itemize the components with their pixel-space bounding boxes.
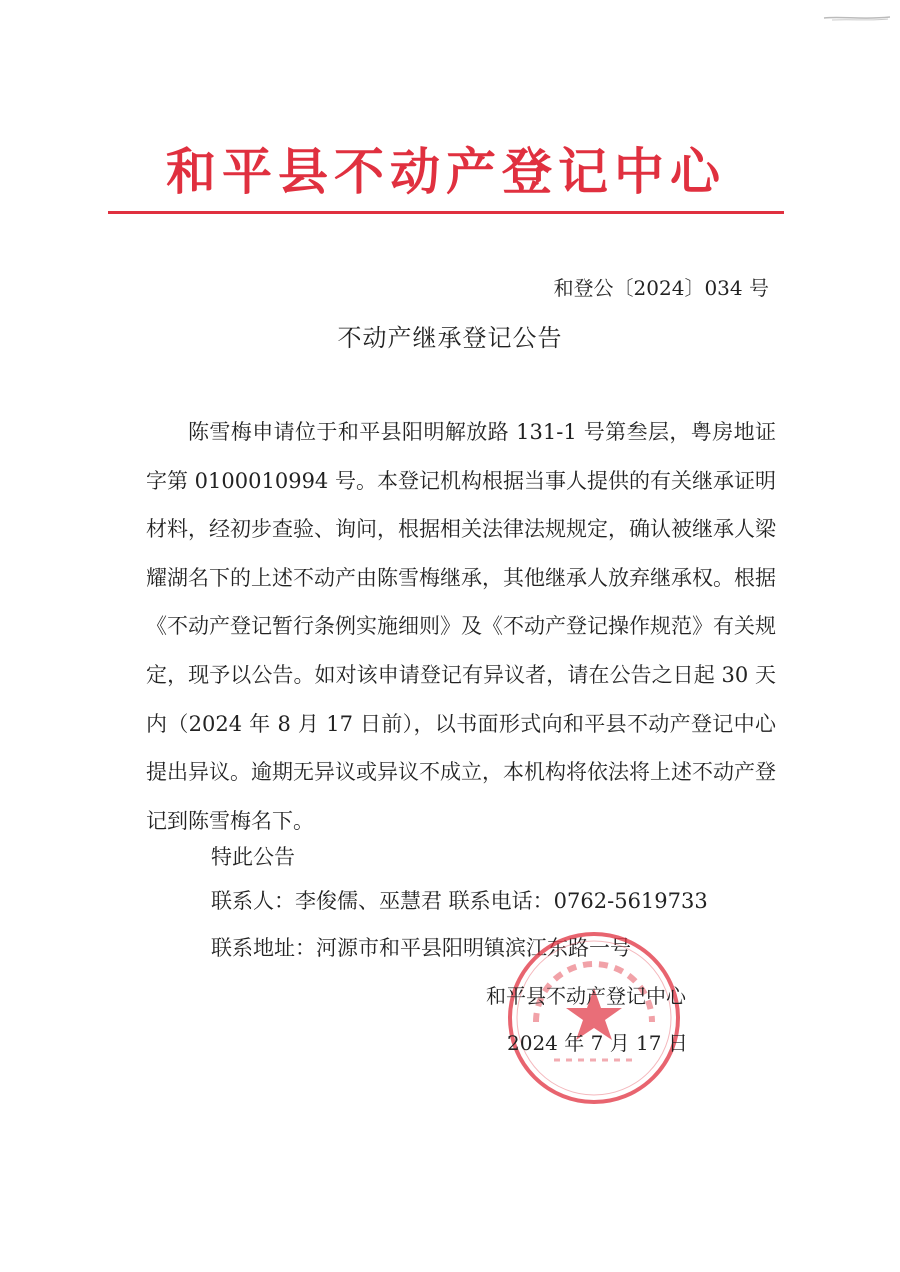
contact-address: 联系地址：河源市和平县阳明镇滨江东路一号: [211, 936, 631, 960]
announcement-body: 陈雪梅申请位于和平县阳明解放路 131-1 号第叁层，粤房地证字第 0100010994 号。本登记机构根据当事人提供的有关继承证明材料，经初步查验、询问，根据相关法律法规规定，确认被继承人梁耀湖名下的上述不动产由陈雪梅继承，其他继承人放弃继承权。根据《不动产登记暂行条例实施细则》及《不动产登记操作规范》有关规定，现予以公告。如对该申请登记有异议者，请在公告之日起 30 天内（2024 年 8 月 17 日前），以书面形式向和平县不动产登记中心提出异议。逾期无异议或异议不成立，本机构将依法将上述不动产登记到陈雪梅名下。: [146, 420, 776, 833]
scan-artifact: [822, 14, 892, 22]
contact-person: 联系人：李俊儒、巫慧君 联系电话：0762-5619733: [211, 889, 708, 913]
document-title: 不动产继承登记公告: [337, 324, 563, 352]
letterhead-divider: [108, 211, 784, 214]
document-number: 和登公〔2024〕034 号: [553, 276, 769, 300]
notice-closing: 特此公告: [211, 845, 295, 869]
signing-organization: 和平县不动产登记中心: [486, 984, 686, 1008]
letterhead-title: 和平县不动产登记中心: [166, 143, 726, 201]
signing-date: 2024 年 7 月 17 日: [507, 1031, 688, 1055]
official-seal: [506, 930, 682, 1106]
